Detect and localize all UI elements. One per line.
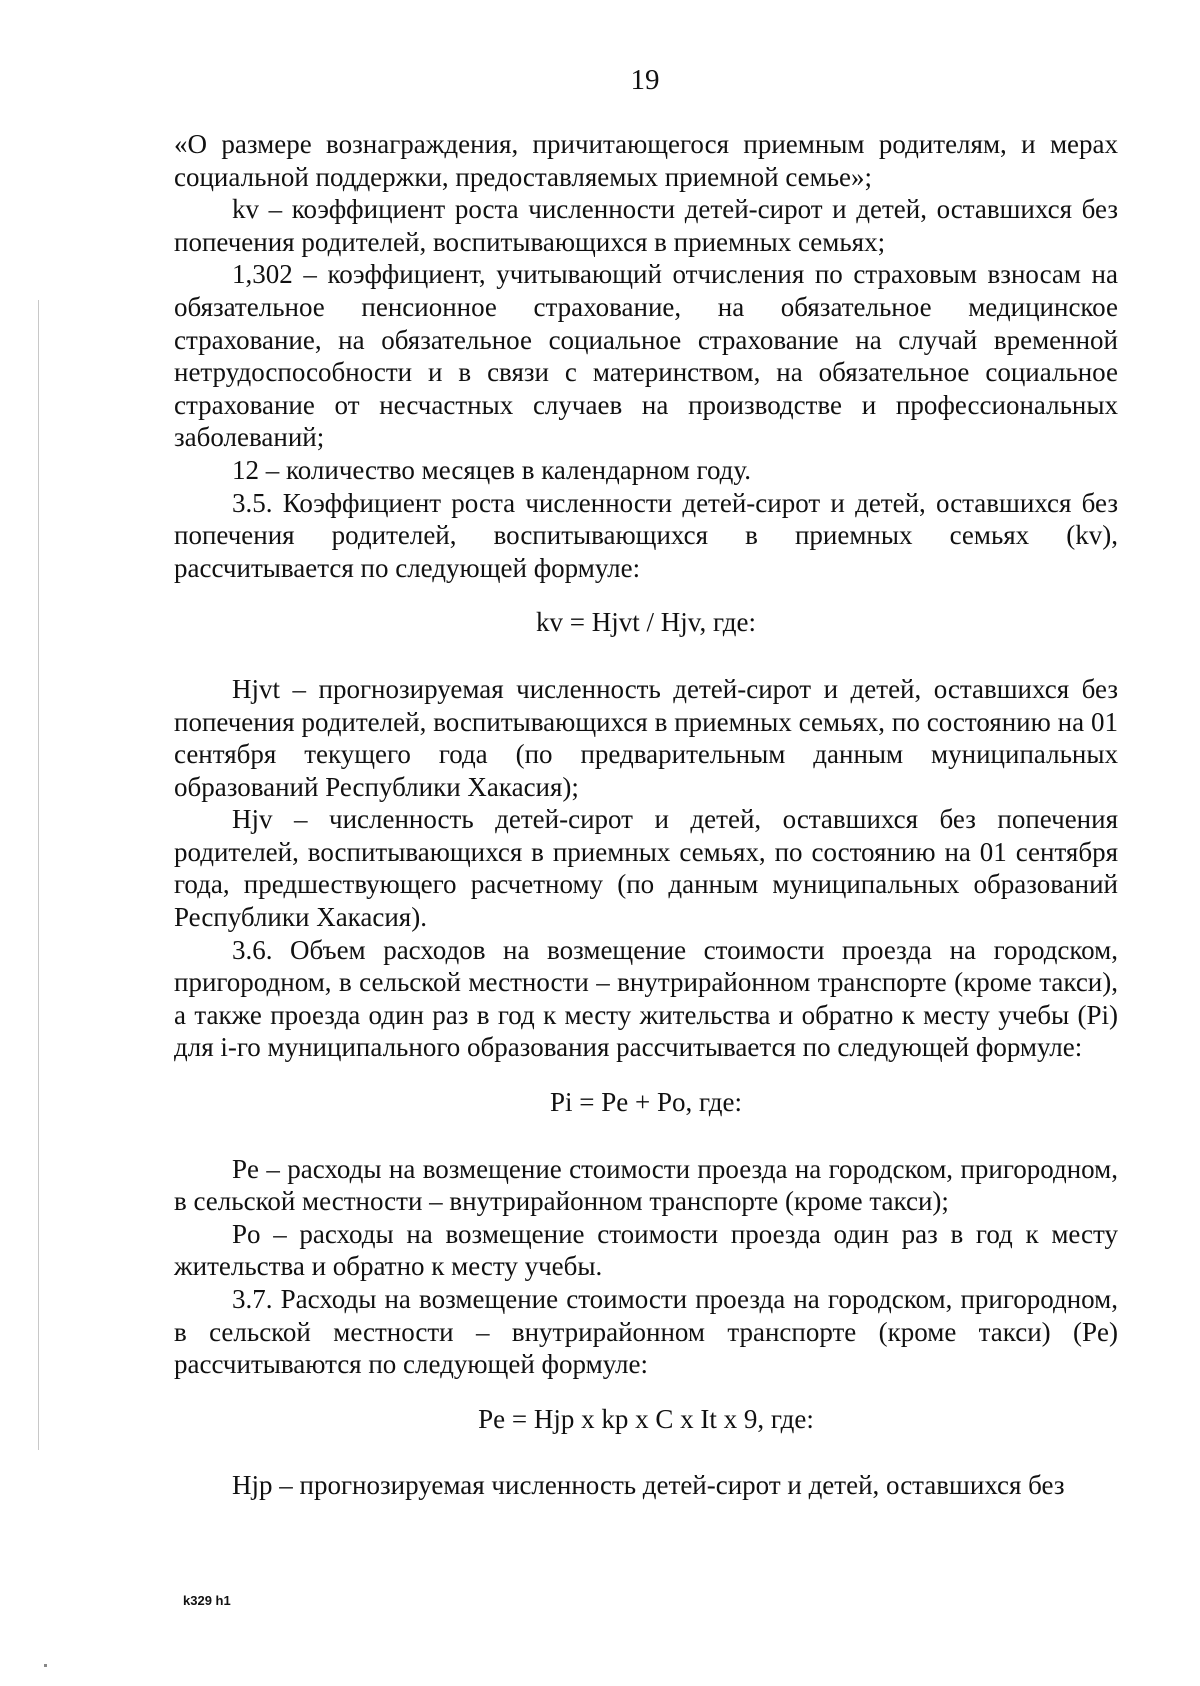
paragraph: 3.5. Коэффициент роста численности детей-сирот и детей, оставшихся без попечения родителей, воспитывающихся в приемных семьях (kv), рассчитывается по следующей формуле: bbox=[174, 487, 1118, 583]
formula: Pi = Pe + Po, где: bbox=[550, 1087, 742, 1118]
paragraph: 12 – количество месяцев в календарном году. bbox=[232, 454, 751, 485]
paragraph: «О размере вознаграждения, причитающегося приемным родителям, и мерах социальной поддержки, предоставляемых приемной семье»; bbox=[174, 129, 1118, 192]
page-number: 19 bbox=[630, 64, 660, 96]
paragraph: Po – расходы на возмещение стоимости проезда один раз в год к месту жительства и обратно к месту учебы. bbox=[174, 1218, 1118, 1282]
paragraph: 3.6. Объем расходов на возмещение стоимости проезда на городском, пригородном, в сельской местности – внутрирайонном транспорте (кроме такси), а также проезда один раз в год к месту жительства и обратно к месту учебы (Pi) для i-го муниципального образования рассчитывается по следующей формуле: bbox=[174, 934, 1118, 1063]
document-body bbox=[174, 128, 1118, 1502]
scan-edge-line bbox=[38, 300, 39, 1450]
formula: Pe = Hjp x kp x C x It x 9, где: bbox=[478, 1403, 814, 1434]
paragraph: kv – коэффициент роста численности детей-сирот и детей, оставшихся без попечения родителей, воспитывающихся в приемных семьях; bbox=[174, 194, 1118, 257]
paragraph: 3.7. Расходы на возмещение стоимости проезда на городском, пригородном, в сельской местности – внутрирайонном транспорте (кроме такси) (Pe) рассчитываются по следующей формуле: bbox=[174, 1284, 1118, 1380]
paragraph: Hjvt – прогнозируемая численность детей-сирот и детей, оставшихся без попечения родителей, воспитывающихся в приемных семьях, по состоянию на 01 сентября текущего года (по предварительным данным муниципальных образований Республики Хакасия); bbox=[174, 673, 1118, 802]
formula: kv = Hjvt / Hjv, где: bbox=[536, 607, 756, 638]
paragraph: Hjp – прогнозируемая численность детей-сирот и детей, оставшихся без bbox=[232, 1470, 1065, 1501]
paragraph: Hjv – численность детей-сирот и детей, оставшихся без попечения родителей, воспитывающихся в приемных семьях, по состоянию на 01 сентября года, предшествующего расчетному (по данным муниципальных образований Республики Хакасия). bbox=[174, 804, 1118, 933]
document-code: k329 h1 bbox=[183, 1593, 231, 1608]
paragraph: 1,302 – коэффициент, учитывающий отчисления по страховым взносам на обязательное пенсионное страхование, на обязательное медицинское страхование, на обязательное социальное страхование на случай временной нетрудоспособности и в связи с материнством, на обязательное социальное страхование от несчастных случаев на производстве и профессиональных заболеваний; bbox=[174, 259, 1118, 453]
scan-speck bbox=[44, 1664, 47, 1667]
paragraph: Pe – расходы на возмещение стоимости проезда на городском, пригородном, в сельской местности – внутрирайонном транспорте (кроме такси); bbox=[174, 1153, 1118, 1217]
